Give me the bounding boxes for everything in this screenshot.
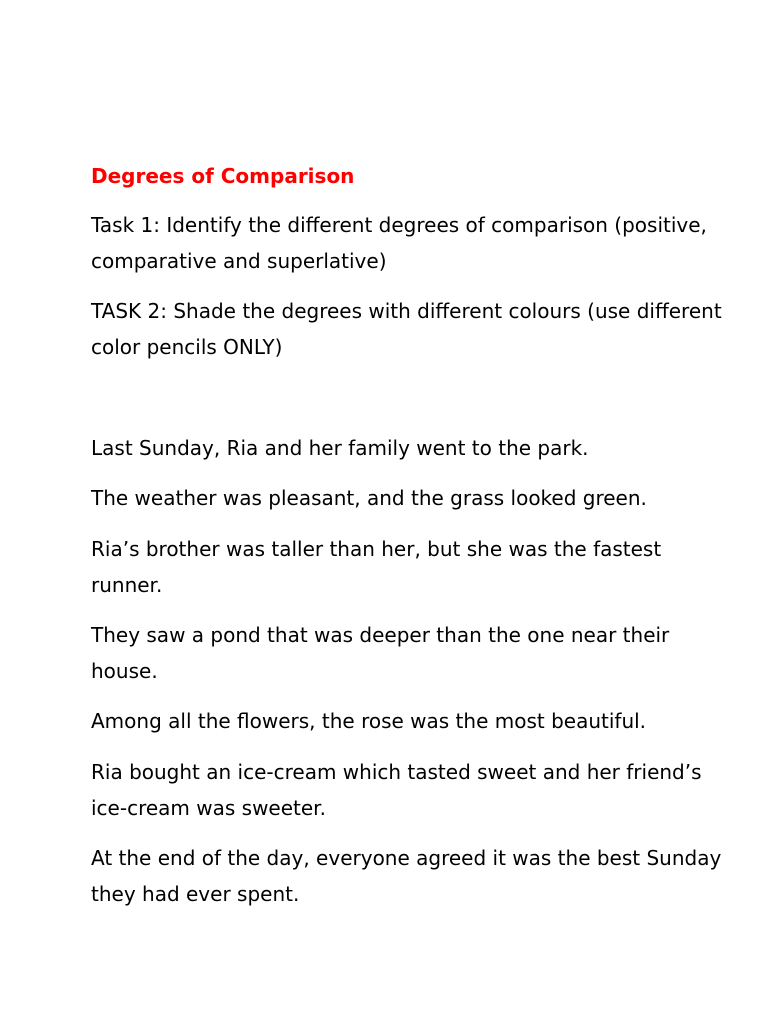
- sentence-7: At the end of the day, everyone agreed it was the best Sunday they had ever spent.: [91, 846, 722, 906]
- document-page: [91, 0, 731, 1024]
- sentence-4: They saw a pond that was deeper than the one near their house.: [91, 623, 670, 683]
- sentence-2: The weather was pleasant, and the grass looked green.: [91, 486, 647, 510]
- sentence-3: Ria’s brother was taller than her, but she was the fastest runner.: [91, 537, 662, 597]
- sentence-6: Ria bought an ice-cream which tasted sweet and her friend’s ice-cream was sweeter.: [91, 760, 702, 820]
- document-title: Degrees of Comparison: [91, 164, 355, 188]
- sentence-1: Last Sunday, Ria and her family went to the park.: [91, 436, 589, 460]
- task-1-instruction: Task 1: Identify the different degrees of comparison (positive, comparative and superlative): [91, 213, 707, 273]
- sentence-5: Among all the flowers, the rose was the most beautiful.: [91, 709, 647, 733]
- task-2-instruction: TASK 2: Shade the degrees with different colours (use different color pencils ONLY): [91, 299, 722, 359]
